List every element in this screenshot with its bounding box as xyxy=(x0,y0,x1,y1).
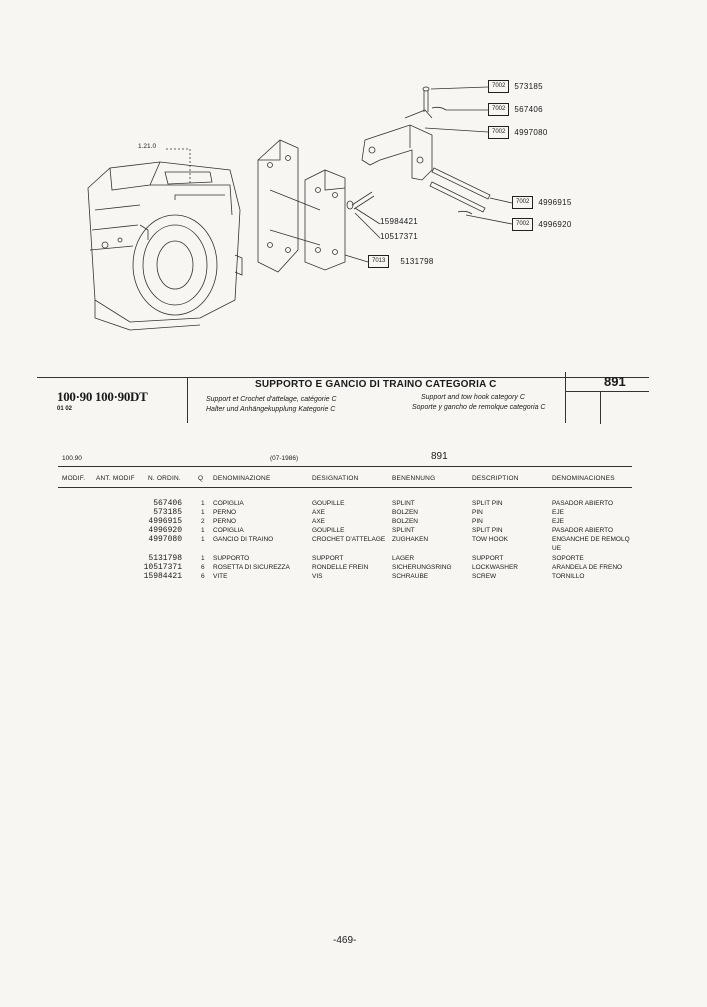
support-bracket-drawing xyxy=(258,140,345,272)
desc-es: EJE xyxy=(552,518,564,525)
desc-fr: CROCHET D'ATTELAGE xyxy=(312,536,386,543)
desc-es: PASADOR ABIERTO xyxy=(552,500,614,507)
desc-en: PIN xyxy=(472,509,483,516)
desc-it: ROSETTA DI SICUREZZA xyxy=(213,564,290,571)
table-row-continuation xyxy=(0,545,707,554)
exploded-parts-diagram xyxy=(0,0,707,340)
qty: 2 xyxy=(201,518,205,525)
model-sub-label: 01 02 xyxy=(57,406,73,412)
col-german: BENENNUNG xyxy=(392,475,436,482)
desc-de: SICHERUNGSRING xyxy=(392,564,452,571)
desc-en: SUPPORT xyxy=(472,555,504,562)
title-top-rule xyxy=(37,377,649,378)
desc-es: PASADOR ABIERTO xyxy=(552,527,614,534)
pin-drawing xyxy=(423,87,429,112)
table-row xyxy=(0,573,707,582)
desc-de: SCHRAUBE xyxy=(392,573,429,580)
part-number: 5131798 xyxy=(148,554,182,563)
desc-en: LOCKWASHER xyxy=(472,564,518,571)
long-pins-drawing xyxy=(430,168,490,212)
section-code: 891 xyxy=(431,451,448,462)
callout-part-number: 4996920 xyxy=(538,220,572,229)
bolt-drawing xyxy=(347,192,374,209)
section-model: 100.90 xyxy=(62,455,82,462)
callout-part-number: 5131798 xyxy=(400,257,434,266)
col-qty: Q xyxy=(198,475,204,482)
part-number: 573185 xyxy=(153,508,182,517)
callout-part-number: 4997080 xyxy=(514,128,548,137)
desc-es: EJE xyxy=(552,509,564,516)
title-mid-rule xyxy=(565,391,649,392)
desc-it: PERNO xyxy=(213,509,237,516)
callout-ref-box: 7002 xyxy=(488,103,509,116)
col-french: DESIGNATION xyxy=(312,475,359,482)
desc-de: LAGER xyxy=(392,555,415,562)
page-title: SUPPORTO E GANCIO DI TRAINO CATEGORIA C xyxy=(255,379,497,390)
desc-fr: GOUPILLE xyxy=(312,527,345,534)
qty: 1 xyxy=(201,536,205,543)
part-number: 10517371 xyxy=(143,563,182,572)
table-row xyxy=(0,555,707,564)
desc-fr: GOUPILLE xyxy=(312,500,345,507)
callout-part-number: 4996915 xyxy=(538,198,572,207)
qty: 1 xyxy=(201,527,205,534)
desc-it: PERNO xyxy=(213,518,237,525)
page-code: 891 xyxy=(604,374,626,389)
part-number: 4996920 xyxy=(148,526,182,535)
desc-it: VITE xyxy=(213,573,228,580)
callout-part-number: 10517371 xyxy=(380,232,418,241)
col-ant-modif: ANT. MODIF xyxy=(96,475,135,482)
callout-ref-box: 7013 xyxy=(368,255,389,268)
desc-it: COPIGLIA xyxy=(213,527,244,534)
group-ref-label: 1.21.0 xyxy=(138,143,157,150)
split-pin-drawing xyxy=(432,107,446,110)
part-number: 567406 xyxy=(153,499,182,508)
desc-it: SUPPORTO xyxy=(213,555,250,562)
table-row xyxy=(0,518,707,527)
desc-es: ENGANCHE DE REMOLQ xyxy=(552,536,630,543)
col-english: DESCRIPTION xyxy=(472,475,519,482)
col-spanish: DENOMINACIONES xyxy=(552,475,615,482)
desc-en: SPLIT PIN xyxy=(472,527,503,534)
callout-part-number: 573185 xyxy=(514,82,543,91)
qty: 6 xyxy=(201,573,205,580)
desc-es: SOPORTE xyxy=(552,555,584,562)
desc-de: SPLINT xyxy=(392,527,415,534)
part-number: 4997080 xyxy=(148,535,182,544)
desc-es: ARANDELA DE FRENO xyxy=(552,564,623,571)
table-row xyxy=(0,564,707,573)
section-rule xyxy=(58,466,632,467)
callout-ref-box: 7002 xyxy=(512,196,533,209)
table-row xyxy=(0,527,707,536)
desc-en: SCREW xyxy=(472,573,497,580)
callout-10517371 xyxy=(380,232,418,241)
callout-5131798 xyxy=(368,255,434,268)
title-divider xyxy=(187,377,188,423)
desc-fr: RONDELLE FREIN xyxy=(312,564,369,571)
col-modif: MODIF. xyxy=(62,475,86,482)
header-rule xyxy=(58,487,632,488)
callout-15984421 xyxy=(380,217,418,226)
qty: 6 xyxy=(201,564,205,571)
title-english: Support and tow hook category C xyxy=(421,394,525,401)
desc-it: COPIGLIA xyxy=(213,500,244,507)
table-row xyxy=(0,500,707,509)
callout-ref-box: 7002 xyxy=(512,218,533,231)
title-french: Support et Crochet d'attelage, catégorie C xyxy=(206,396,337,403)
callout-4996915 xyxy=(512,196,572,209)
title-divider xyxy=(565,372,566,423)
transmission-housing-drawing xyxy=(88,162,242,330)
desc-de: BOLZEN xyxy=(392,518,419,525)
desc-fr: AXE xyxy=(312,509,326,516)
col-italian: DENOMINAZIONE xyxy=(213,475,271,482)
desc-en: SPLIT PIN xyxy=(472,500,503,507)
desc-fr: AXE xyxy=(312,518,326,525)
callout-567406 xyxy=(488,103,543,116)
page-number: -469- xyxy=(333,935,357,946)
section-date: (07-1986) xyxy=(270,455,299,462)
model-label: 100·90 100·90DT xyxy=(57,389,148,404)
desc-it: GANCIO DI TRAINO xyxy=(213,536,274,543)
callout-4996920 xyxy=(512,218,572,231)
desc-de: BOLZEN xyxy=(392,509,419,516)
col-order-number: N. ORDIN. xyxy=(148,475,181,482)
title-divider xyxy=(600,391,601,424)
desc-en: PIN xyxy=(472,518,483,525)
desc-fr: SUPPORT xyxy=(312,555,344,562)
callout-ref-box: 7002 xyxy=(488,126,509,139)
callout-part-number: 15984421 xyxy=(380,217,418,226)
part-number: 15984421 xyxy=(143,572,182,581)
title-spanish: Soporte y gancho de remolque categoria C xyxy=(412,404,546,411)
desc-fr: VIS xyxy=(312,573,323,580)
tow-hook-drawing xyxy=(362,110,432,180)
part-number: 4996915 xyxy=(148,517,182,526)
callout-4997080 xyxy=(488,126,548,139)
callout-ref-box: 7002 xyxy=(488,80,509,93)
desc-es: TORNILLO xyxy=(552,573,585,580)
qty: 1 xyxy=(201,500,205,507)
title-german: Halter und Anhängekupplung Kategorie C xyxy=(206,406,336,413)
table-row xyxy=(0,509,707,518)
qty: 1 xyxy=(201,555,205,562)
desc-en: TOW HOOK xyxy=(472,536,508,543)
table-row xyxy=(0,536,707,545)
desc-de: ZUGHAKEN xyxy=(392,536,429,543)
callout-573185 xyxy=(488,80,543,93)
callout-part-number: 567406 xyxy=(514,105,543,114)
qty: 1 xyxy=(201,509,205,516)
desc-de: SPLINT xyxy=(392,500,415,507)
desc-es-continuation: UE xyxy=(552,545,562,552)
